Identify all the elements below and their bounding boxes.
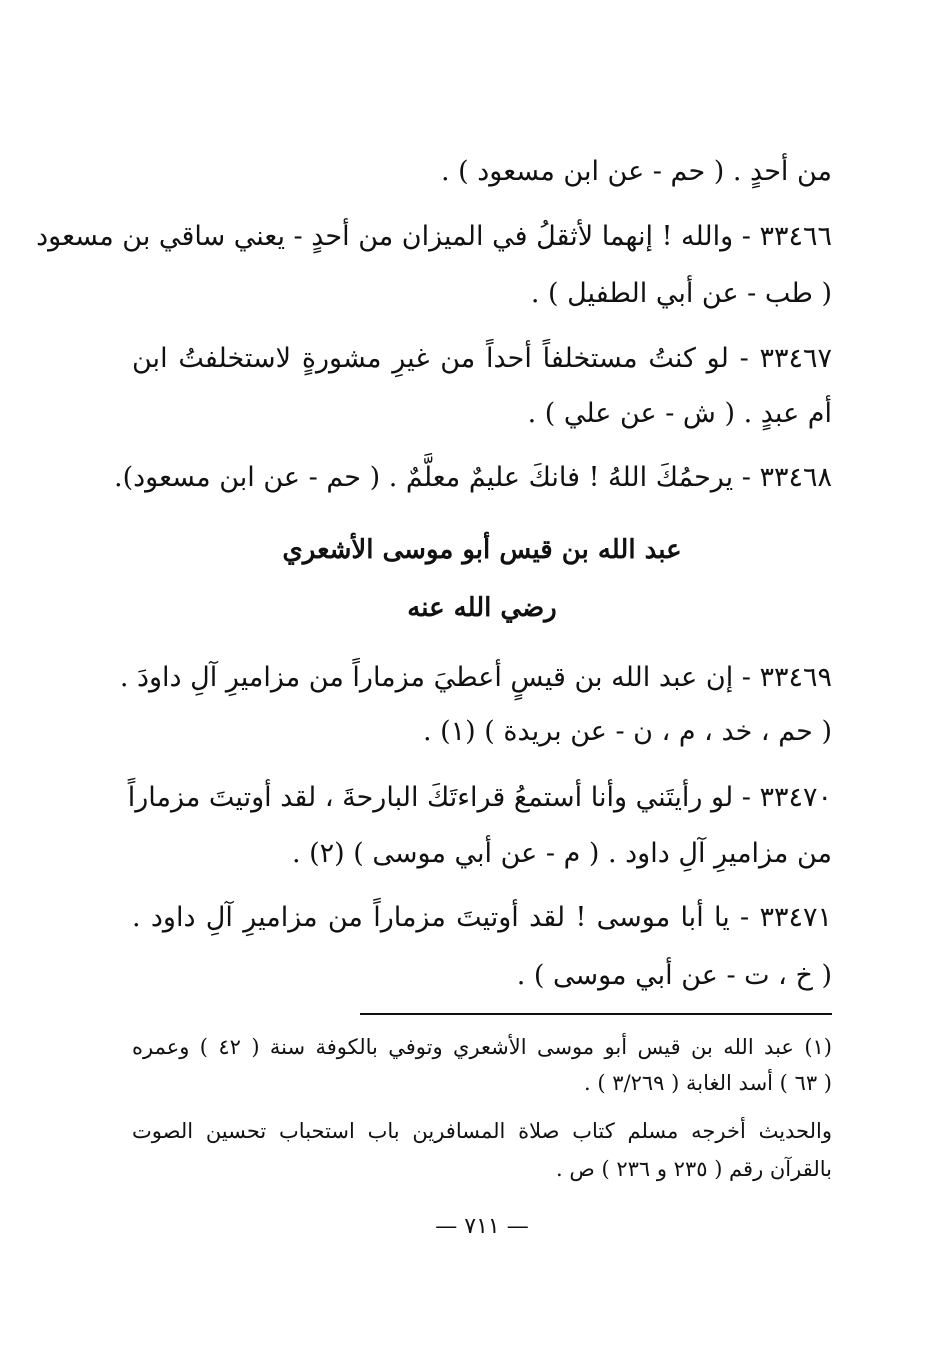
text-line-10: من مزاميرِ آلِ داود . ( م - عن أبي موسى ) (٢) .	[291, 838, 832, 869]
footnote-line-2: ( ٦٣ ) أسد الغابة ( ٣/٢٦٩ ) .	[584, 1071, 832, 1095]
page-number: — ٧١١ —	[435, 1214, 529, 1239]
footnote-separator	[360, 1013, 832, 1015]
text-line-6: ٣٣٤٦٨ - يرحمُكَ اللهُ ! فانكَ عليمٌ معلَّمٌ . ( حم - عن ابن مسعود).	[113, 462, 832, 493]
text-line-7: ٣٣٤٦٩ - إن عبد الله بن قيسٍ أعطيَ مزماراً من مزاميرِ آلِ داودَ .	[119, 662, 832, 693]
section-title: عبد الله بن قيس أبو موسى الأشعري	[282, 535, 682, 565]
footnote-line-1: (١) عبد الله بن قيس أبو موسى الأشعري وتوفي بالكوفة سنة ( ٤٢ ) وعمره	[132, 1035, 832, 1059]
text-line-8: ( حم ، خد ، م ، ن - عن بريدة ) (١) .	[422, 716, 832, 747]
text-line-3: ( طب - عن أبي الطفيل ) .	[530, 278, 832, 309]
text-line-2: ٣٣٤٦٦ - والله ! إنهما لأثقلُ في الميزان من أحدٍ - يعني ساقي بن مسعود	[36, 221, 832, 252]
text-line-4: ٣٣٤٦٧ - لو كنتُ مستخلفاً أحداً من غيرِ مشورةٍ لاستخلفتُ ابن	[132, 343, 832, 374]
footnote-line-4: بالقرآن رقم ( ٢٣٥ و ٢٣٦ ) ص .	[556, 1157, 832, 1181]
section-subtitle: رضي الله عنه	[407, 593, 557, 623]
text-line-5: أم عبدٍ . ( ش - عن علي ) .	[527, 398, 832, 429]
text-line-11: ٣٣٤٧١ - يا أبا موسى ! لقد أوتيتَ مزماراً من مزاميرِ آلِ داود .	[132, 902, 832, 933]
text-line-9: ٣٣٤٧٠ - لو رأيتَني وأنا أستمعُ قراءتَكَ البارحةَ ، لقد أوتيتَ مزماراً	[127, 782, 832, 813]
text-line-1: من أحدٍ . ( حم - عن ابن مسعود ) .	[441, 156, 832, 187]
text-line-12: ( خ ، ت - عن أبي موسى ) .	[516, 960, 832, 991]
footnote-line-3: والحديث أخرجه مسلم كتاب صلاة المسافرين باب استحباب تحسين الصوت	[132, 1119, 832, 1143]
